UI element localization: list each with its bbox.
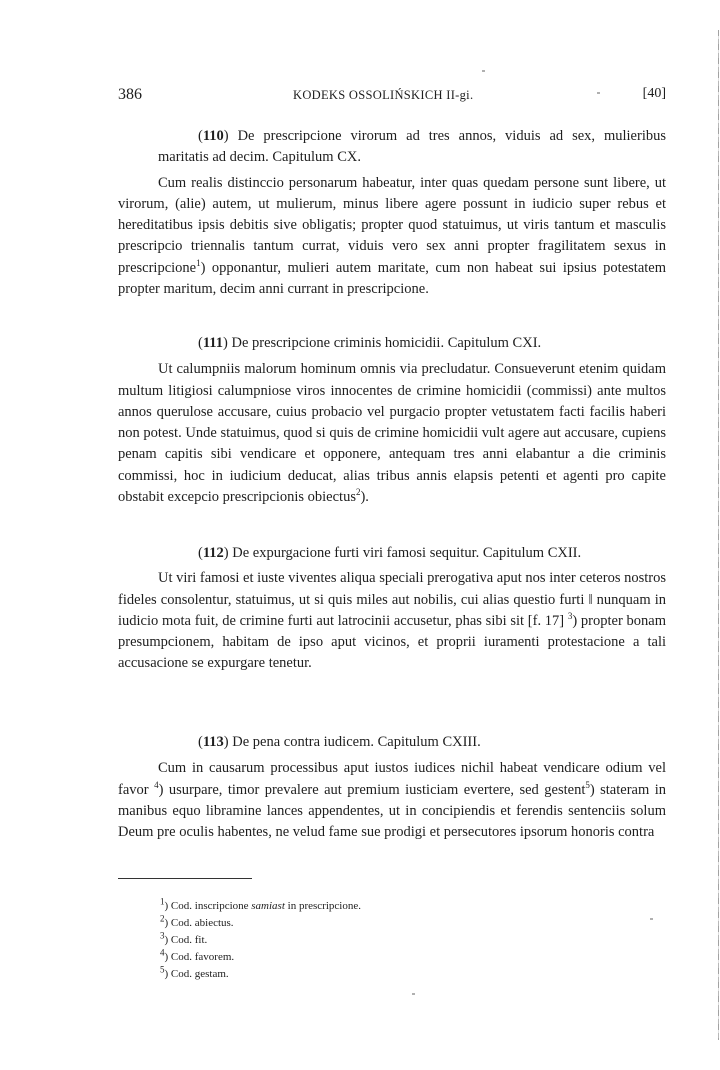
footnote-mark: 2 [160, 913, 165, 924]
footnote-text: Cod. inscripcione [170, 900, 252, 912]
footnote-5: $^5$) Cod. gestam. [160, 964, 229, 980]
running-header [118, 86, 666, 110]
footnote-3: $^3$) Cod. fit. [160, 930, 208, 946]
paragraph-text: Ut viri famosi et iuste viventes aliqua speciali prerogativa aput nos inter ceteros nostros fideles consolentur, statuimus, ut si quis miles aut nobilis, cui alias questio furti ‖ nunquam in iudicio mota fuit, de crimine furti aut latrocinii accusetur, phas sibi sit [118, 570, 666, 629]
section-111 [118, 333, 666, 508]
section-110 [118, 126, 666, 300]
scan-speck [412, 993, 415, 995]
footnote-text: Cod. fit. [170, 934, 208, 946]
paragraph-text-cont: ) usurpare, timor prevalere aut premium iusticiam evertere, sed gestent [158, 781, 586, 798]
paragraph-110 [118, 173, 666, 301]
scan-speck [482, 70, 485, 72]
chapter-title: De prescripcione virorum ad tres annos, viduis ad sex, mulieribus maritatis ad decim. Capitulum CX. [158, 128, 666, 166]
page-number: 386 [118, 86, 142, 103]
running-title: KODEKS OSSOLIŃSKICH II-gi. [293, 88, 474, 102]
footnote-mark: 4 [160, 947, 165, 958]
scan-edge-shadow [718, 30, 719, 1040]
footnote-mark: 5 [160, 964, 165, 975]
footnotes [160, 898, 361, 983]
chapter-number: 111 [202, 335, 223, 351]
paragraph-113 [118, 758, 666, 843]
footnote-ref: 5 [585, 779, 590, 790]
paragraph-text-cont: ). [360, 489, 369, 506]
footnote-1: $^1$) Cod. inscripcione samiast in prescripcione. [160, 896, 361, 912]
section-113 [118, 732, 666, 843]
paragraph-text: Cum in causarum processibus aput iustos iudices nichil habeat vendicare odium vel favor [118, 760, 666, 798]
scan-speck [650, 918, 653, 920]
footnote-mark: 1 [160, 896, 165, 907]
chapter-heading-112: (112) De expurgacione furti viri famosi sequitur. Capitulum CXII. [198, 545, 582, 561]
paragraph-text-cont: ) opponantur, mulieri autem maritate, cum non habeat sui ipsius potestatem propter maritum, decim anni currant in prescripcione. [118, 259, 666, 298]
footnote-divider [118, 878, 252, 879]
chapter-number: 110 [202, 128, 224, 144]
footnote-ref: 2 [355, 487, 361, 498]
scan-speck [597, 92, 600, 94]
paragraph-text: Cum realis distinccio personarum habeatur, inter quas quedam persone sunt libere, ut virorum, (alie) autem, ut mulierum, minus libere agere possunt in iudicio super rebus et hereditatibus ipsis debitis sive obligatis; propter quod statuimus, ut viris tantum et masculis prescripcio triennalis tantum currat, viduis vero sex anni propter fragilitatem sexus in prescripcione [118, 174, 666, 276]
footnote-ref: 3 [567, 611, 573, 622]
footnote-text: Cod. favorem. [170, 951, 235, 963]
paragraph-111 [118, 359, 666, 508]
chapter-number: 113 [202, 734, 224, 750]
footnote-ref: 1 [196, 257, 201, 268]
section-112 [118, 543, 666, 675]
chapter-number: 112 [202, 545, 224, 561]
chapter-title: De prescripcione criminis homicidii. Capitulum CXI. [227, 335, 542, 351]
footnote-4: $^4$) Cod. favorem. [160, 947, 235, 963]
footnote-text-cont: in prescripcione. [284, 900, 361, 912]
footnote-2: $^2$) Cod. abiectus. [160, 913, 234, 929]
footnote-mark: 3 [160, 930, 165, 941]
paragraph-112 [118, 568, 666, 674]
chapter-heading-113: (113) De pena contra iudicem. Capitulum CXIII. [198, 734, 481, 750]
margin-folio: [f. 17] [527, 612, 565, 629]
footnote-text: Cod. gestam. [170, 968, 229, 980]
chapter-heading-110: (110) De prescripcione virorum ad tres annos, viduis ad sex, mulieribus maritatis ad decim. Capitulum CX. [158, 128, 666, 166]
paragraph-text-cont: ) propter bonam presumpcionem, habitam de ipso aput vicinos, et proprii iuramenti protestacione a tali accusacione se expurgare tenetur. [118, 612, 666, 672]
footnote-italic: samiast [251, 900, 285, 912]
footnote-text: Cod. abiectus. [170, 917, 234, 929]
paragraph-text-cont: ) stateram in manibus equo libramine lances appendentes, ut in concipiendis et ferendis sentenciis solum Deum pre oculis habentes, ne velud fame sue prodigi et persecutores ipsorum honoris contra [118, 781, 666, 841]
chapter-heading-111: (111) De prescripcione criminis homicidii. Capitulum CXI. [198, 335, 542, 351]
paragraph-text: Ut calumpniis malorum hominum omnis via precludatur. Consueverunt etenim quidam multum litigiosi calumpniose viros innocentes de crimine homicidii (commissi) ante multos annos querulose accusare, cuius probacio vel purgacio propter vetustatem facti facilis haberi non potest. Unde statuimus, quod si quis de crimine homicidii vult agere aut accusare, cupiens penam capitis sibi vendicare et opponere, antequam tres anni elabantur a die criminis commissi, hoc in iudicium deducat, alias tribus annis elapsis petenti et agenti pro capite obstabit excepcio prescripcionis obiectus [118, 361, 666, 506]
folio-reference: [40] [642, 86, 666, 101]
chapter-title: De pena contra iudicem. Capitulum CXIII. [228, 734, 481, 750]
footnote-ref: 4 [154, 779, 159, 790]
chapter-title: De expurgacione furti viri famosi sequitur. Capitulum CXII. [228, 545, 582, 561]
